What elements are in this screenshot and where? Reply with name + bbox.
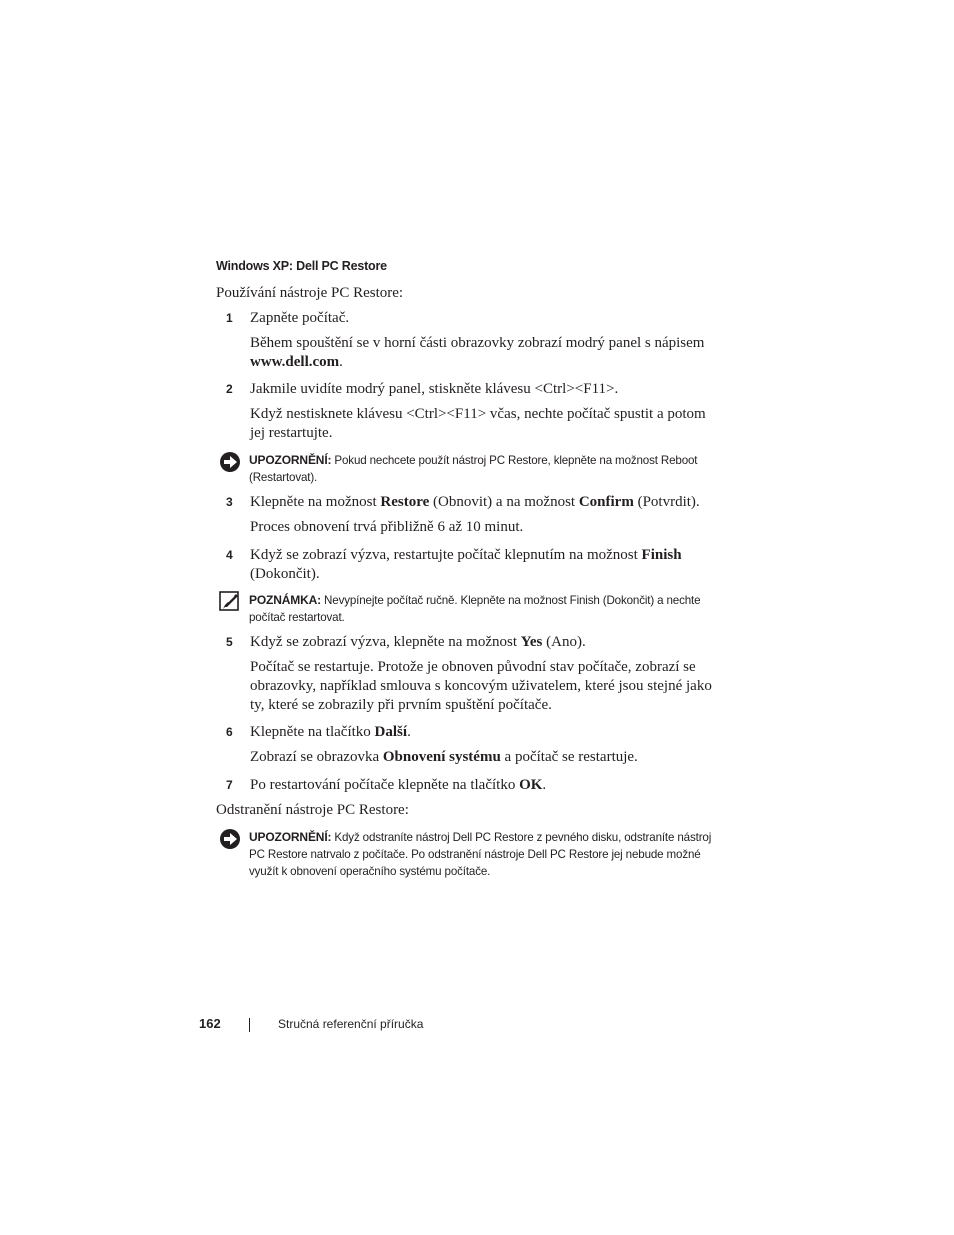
note-1-text: Nevypínejte počítač ručně. Klepněte na možnost Finish (Dokončit) a nechte počítač restartovat.	[249, 594, 701, 624]
step-2-number: 2	[226, 382, 233, 396]
footer-title: Stručná referenční příručka	[278, 1017, 424, 1031]
step-4-text: Když se zobrazí výzva, restartujte počítač klepnutím na možnost Finish (Dokončit).	[250, 547, 682, 582]
notice-1-label: UPOZORNĚNÍ:	[249, 453, 332, 467]
step-1-number: 1	[226, 311, 233, 325]
notice-1	[249, 452, 724, 486]
dell-url: www.dell.com	[250, 354, 340, 370]
notice-arrow-icon	[219, 828, 241, 855]
step-3-number: 3	[226, 495, 233, 509]
section-heading: Windows XP: Dell PC Restore	[216, 259, 387, 273]
step-6-number: 6	[226, 725, 233, 739]
step-4-number: 4	[226, 548, 233, 562]
next-button-label: Další	[374, 724, 408, 740]
step-5-sub: Počítač se restartuje. Protože je obnoven původní stav počítače, zobrazí se obrazovky, například smlouva s koncovým uživatelem, které jsou stejné jako ty, které se zobrazily při prvním spuštění počítače.	[250, 659, 712, 713]
step-6-sub: Zobrazí se obrazovka Obnovení systému a počítač se restartuje.	[250, 749, 638, 765]
confirm-option: Confirm	[578, 494, 634, 510]
notice-2-text: Když odstraníte nástroj Dell PC Restore z pevného disku, odstraníte nástroj PC Restore natrvalo z počítače. Po odstranění nástroje Dell PC Restore jej nebude možné využít k obnovení operačního systému počítače.	[249, 831, 712, 878]
notice-1-text: Pokud nechcete použít nástroj PC Restore, klepněte na možnost Reboot (Restartovat).	[249, 454, 698, 484]
notice-arrow-icon	[219, 451, 241, 478]
step-3-text: Klepněte na možnost Restore (Obnovit) a na možnost Confirm (Potvrdit).	[250, 494, 700, 510]
notice-2-label: UPOZORNĚNÍ:	[249, 830, 332, 844]
intro-use: Používání nástroje PC Restore:	[216, 285, 404, 301]
page-number: 162	[199, 1016, 221, 1031]
note-1-label: POZNÁMKA:	[249, 593, 321, 607]
step-5-number: 5	[226, 635, 233, 649]
step-7-number: 7	[226, 778, 233, 792]
ok-button-label: OK	[519, 777, 543, 793]
notice-2	[249, 829, 724, 880]
step-2-text: Jakmile uvidíte modrý panel, stiskněte klávesu <Ctrl><F11>.	[250, 381, 619, 397]
intro-remove: Odstranění nástroje PC Restore:	[216, 802, 409, 818]
step-1-sub-text: Během spouštění se v horní části obrazovky zobrazí modrý panel s nápisem	[250, 335, 705, 351]
step-6-text: Klepněte na tlačítko Další.	[250, 724, 411, 740]
step-1-sub-end: .	[339, 354, 343, 370]
step-5-text: Když se zobrazí výzva, klepněte na možnost Yes (Ano).	[250, 634, 586, 650]
note-pencil-icon	[219, 591, 241, 616]
step-2-sub: Když nestisknete klávesu <Ctrl><F11> včas, nechte počítač spustit a potom jej restartujte.	[250, 406, 706, 441]
step-7-text: Po restartování počítače klepněte na tlačítko OK.	[250, 777, 547, 793]
system-restore-screen: Obnovení systému	[382, 749, 501, 765]
step-1-text: Zapněte počítač.	[250, 310, 350, 326]
step-1-sub	[250, 334, 720, 372]
note-1	[249, 592, 724, 626]
finish-option: Finish	[641, 547, 682, 563]
footer-divider	[249, 1018, 250, 1032]
step-3-sub: Proces obnovení trvá přibližně 6 až 10 minut.	[250, 519, 524, 535]
restore-option: Restore	[380, 494, 430, 510]
yes-option: Yes	[520, 634, 543, 650]
